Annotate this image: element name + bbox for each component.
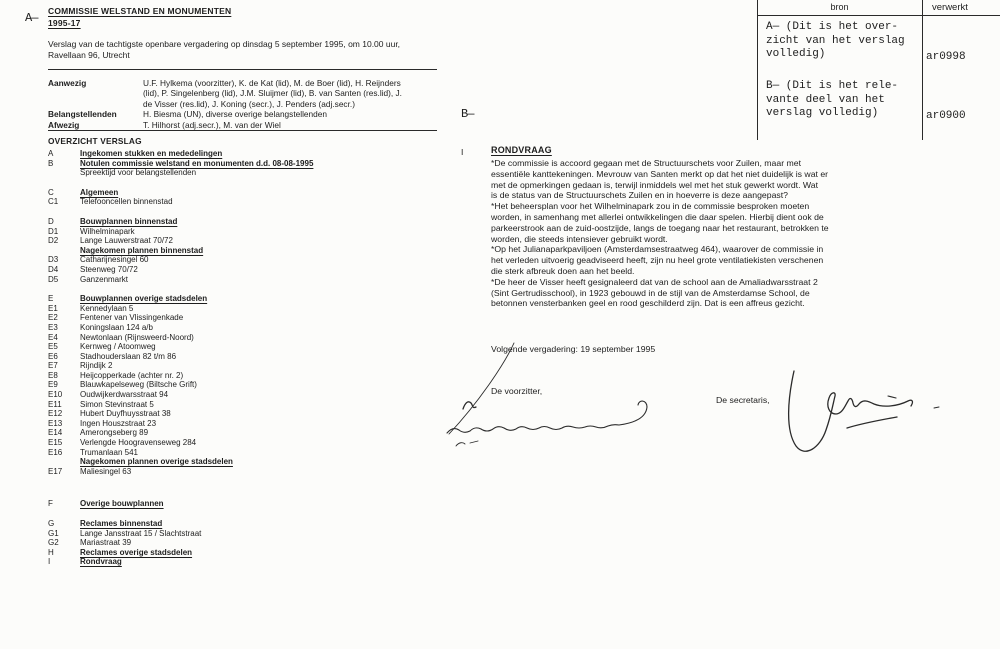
- list-spacer: [48, 207, 313, 217]
- overview-item-label: Bouwplannen overige stadsdelen: [80, 294, 208, 304]
- overview-item-label: Nagekomen plannen overige stadsdelen: [80, 457, 233, 467]
- overview-item-code: E12: [48, 409, 63, 419]
- attendance-section: [48, 78, 440, 130]
- overview-item-label: Wilhelminapark: [80, 226, 135, 236]
- overview-item-code: E6: [48, 351, 58, 361]
- document-number: 1995-17: [48, 17, 81, 28]
- overview-item: [48, 438, 313, 448]
- overview-item-label: Bouwplannen binnenstad: [80, 216, 178, 226]
- overview-item-label: Kennedylaan 5: [80, 303, 134, 313]
- overview-title: OVERZICHT VERSLAG: [48, 136, 142, 146]
- overview-item-code: I: [48, 557, 51, 567]
- overview-item: [48, 409, 313, 419]
- overview-item-code: G: [48, 519, 55, 528]
- overview-item: [48, 217, 313, 227]
- overview-item-label: Nagekomen plannen binnenstad: [80, 245, 204, 255]
- overview-item-label: Verlengde Hoogravenseweg 284: [80, 438, 197, 448]
- attendance-value-line: H. Biesma (UN), diverse overige belangstellenden: [143, 109, 328, 120]
- overview-item-label: Heijcopperkade (achter nr. 2): [80, 370, 184, 380]
- rondvraag-line: worden, die steeds intensiever gebruikt wordt.: [491, 233, 668, 244]
- overview-item: [48, 557, 313, 567]
- overview-item: [48, 304, 313, 314]
- overview-item-label: Amerongseberg 89: [80, 428, 149, 438]
- rondvraag-line: die sterk afbreuk doen aan het beeld.: [491, 265, 635, 276]
- overview-item: [48, 361, 313, 371]
- overview-item-label: Mariastraat 39: [80, 538, 132, 548]
- stamp-bron-line: vante deel van het: [766, 93, 885, 106]
- rondvraag-line: *De heer de Visser heeft gesignaleerd dat van de school aan de Amaliadwarsstraat 2: [491, 276, 818, 287]
- overview-item-label: Newtonlaan (Rijnsweerd-Noord): [80, 332, 194, 342]
- overview-item-label: Spreektijd voor belangstellenden: [80, 168, 197, 178]
- overview-item: [48, 371, 313, 381]
- intro-line-2: Ravellaan 96, Utrecht: [48, 50, 130, 60]
- attendance-value: [143, 109, 440, 119]
- rondvraag-line: essentiële kanttekeningen. Mevrouw van Santen merkt op dat het niet duidelijk is wat er: [491, 168, 829, 179]
- stamp-verwerkt-code: ar0998: [926, 51, 966, 63]
- overview-item: [48, 236, 313, 246]
- rondvraag-line: (Sint Gertrudisschool), in 1923 gebouwd in de stijl van de Amsterdamse School, de: [491, 287, 810, 298]
- attendance-value: [143, 120, 440, 130]
- overview-item: [48, 313, 313, 323]
- overview-item: [48, 227, 313, 237]
- overview-item: [48, 467, 313, 477]
- attendance-row: [48, 109, 440, 119]
- overview-item-code: E17: [48, 466, 63, 476]
- overview-item: [48, 255, 313, 265]
- overview-item-label: Maliesingel 63: [80, 466, 132, 476]
- rondvraag-line: met de opmerkingen gedaan is, terwijl inmiddels wel met het stuk gewerkt wordt. Wat: [491, 179, 819, 190]
- overview-item: [48, 323, 313, 333]
- overview-item-code: H: [48, 547, 54, 557]
- attendance-value-line: U.F. Hylkema (voorzitter), K. de Kat (lid), M. de Boer (lid), H. Reijnders: [143, 78, 401, 88]
- attendance-value-line: (lid), P. Singelenberg (lid), J.M. Sluijmer (lid), B. van Santen (res.lid), J.: [143, 88, 402, 99]
- overview-item-code: C1: [48, 197, 59, 207]
- overview-item-code: D2: [48, 236, 59, 246]
- overview-item-code: E11: [48, 399, 62, 409]
- list-spacer: [48, 509, 313, 519]
- overview-item-label: Koningslaan 124 a/b: [80, 322, 153, 332]
- overview-item-code: E14: [48, 428, 63, 438]
- overview-item: [48, 149, 313, 159]
- secretary-signature: [789, 371, 939, 451]
- overview-item: [48, 400, 313, 410]
- overview-item: [48, 390, 313, 400]
- stamp-bron-text: [766, 21, 905, 62]
- stamp-column-bron: bron: [830, 2, 849, 12]
- chairman-signature-label: De voorzitter,: [491, 386, 543, 396]
- horizontal-rule-top: [48, 69, 437, 70]
- stamp-verwerkt-code: ar0900: [926, 110, 966, 122]
- overview-item-label: Trumanlaan 541: [80, 447, 138, 457]
- overview-item-code: D4: [48, 264, 59, 274]
- overview-list: [48, 149, 313, 567]
- overview-item-label: Algemeen: [80, 187, 119, 197]
- overview-item-label: Rondvraag: [80, 557, 122, 567]
- overview-item-label: Kernweg / Atoomweg: [80, 342, 156, 352]
- attendance-label: Afwezig: [48, 119, 80, 130]
- overview-item-code: B: [48, 158, 54, 168]
- overview-item-code: E9: [48, 380, 58, 390]
- overview-item-label: Ingen Houszstraat 23: [80, 418, 157, 428]
- overview-item-code: [48, 246, 80, 256]
- overview-item-code: E10: [48, 390, 63, 400]
- stamp-column-verwerkt: verwerkt: [932, 2, 968, 13]
- overview-item-code: E8: [48, 370, 58, 380]
- rondvraag-body: [491, 158, 829, 309]
- overview-item-label: Fentener van Vlissingenkade: [80, 313, 184, 323]
- overview-item-label: Lange Lauwerstraat 70/72: [80, 236, 173, 246]
- overview-item-code: A: [48, 149, 54, 158]
- overview-item: [48, 548, 313, 558]
- overview-item-label: Oudwijkerdwarsstraat 94: [80, 390, 169, 400]
- overview-item-code: E3: [48, 322, 58, 332]
- overview-item-label: Ganzenmarkt: [80, 274, 129, 284]
- rondvraag-line: *Het beheersplan voor het Wilhelminapark zou in de commissie besproken moeten: [491, 201, 810, 212]
- overview-item-code: D1: [48, 226, 59, 236]
- agenda-item-marker-i: I: [461, 147, 464, 157]
- stamp-bron-line: verslag volledig): [766, 107, 879, 119]
- overview-item-code: D5: [48, 274, 59, 284]
- attendance-label: Aanwezig: [48, 78, 87, 88]
- stamp-table-left-border: [757, 0, 758, 140]
- rondvraag-line: worden, in samenhang met allerlei ontwikkelingen die daar spelen. Hierbij dient ook de: [491, 211, 824, 222]
- overview-item-code: C: [48, 187, 54, 197]
- overview-item-label: Rijndijk 2: [80, 361, 113, 371]
- secretary-signature-label: De secretaris,: [716, 395, 770, 405]
- overview-item-code: E2: [48, 313, 58, 323]
- overview-item-code: [48, 457, 80, 467]
- overview-item-code: E15: [48, 438, 63, 448]
- overview-item: [48, 333, 313, 343]
- overview-item-label: Ingekomen stukken en mededelingen: [80, 149, 223, 158]
- overview-item-code: [48, 168, 80, 178]
- rondvraag-line: *De commissie is accoord gegaan met de Structuurschets voor Zuilen, maar met: [491, 158, 801, 168]
- overview-item: [48, 188, 313, 198]
- overview-item-code: E4: [48, 332, 58, 342]
- rondvraag-title: RONDVRAAG: [491, 145, 552, 155]
- attendance-row: [48, 78, 440, 109]
- overview-item-label: Notulen commissie welstand en monumenten d.d. 08-08-1995: [80, 158, 314, 168]
- rondvraag-line: betonnen vensterbanken geel en rood geschilderd zijn. Dat is een affreus gezicht.: [491, 298, 805, 309]
- overview-item: [48, 519, 313, 529]
- overview-item-label: Steenweg 70/72: [80, 264, 138, 274]
- overview-item-code: D: [48, 216, 54, 226]
- next-meeting-note: Volgende vergadering: 19 september 1995: [491, 344, 656, 354]
- overview-item: [48, 275, 313, 285]
- stamp-table-divider: [922, 0, 923, 140]
- overview-item-code: D3: [48, 255, 59, 265]
- attendance-value-line: T. Hilhorst (adj.secr.), M. van der Wiel: [143, 119, 281, 130]
- overview-item: [48, 428, 313, 438]
- overview-item-code: E16: [48, 447, 63, 457]
- attendance-row: [48, 120, 440, 130]
- list-spacer: [48, 284, 313, 294]
- stamp-bron-text: [766, 80, 898, 121]
- list-spacer: [48, 178, 313, 188]
- overview-item: [48, 168, 313, 178]
- overview-item: [48, 352, 313, 362]
- overview-item-code: E13: [48, 418, 63, 428]
- overview-item-label: Blauwkapelseweg (Biltsche Grift): [80, 380, 197, 390]
- margin-marker-a: A—: [25, 11, 38, 25]
- stamp-bron-line: B— (Dit is het rele-: [766, 80, 899, 92]
- attendance-label: Belangstellenden: [48, 109, 117, 120]
- horizontal-rule-bottom: [48, 130, 437, 131]
- overview-item: [48, 159, 313, 169]
- overview-item: [48, 246, 313, 256]
- overview-item-label: Hubert Duyfhuysstraat 38: [80, 409, 171, 419]
- overview-item-code: F: [48, 499, 53, 509]
- meeting-intro: [48, 39, 400, 61]
- stamp-bron-line: zicht van het verslag: [766, 34, 905, 47]
- overview-item: [48, 499, 313, 509]
- overview-item-code: E7: [48, 361, 58, 371]
- overview-item-label: Catharijnesingel 60: [80, 255, 149, 265]
- document-title: COMMISSIE WELSTAND EN MONUMENTEN: [48, 6, 232, 16]
- overview-item-code: G1: [48, 528, 59, 538]
- rondvraag-line: *Op het Julianaparkpaviljoen (Amsterdamsestraatweg 464), waarover de commissie in: [491, 244, 824, 255]
- list-spacer: [48, 476, 313, 499]
- overview-item: [48, 529, 313, 539]
- attendance-value-line: de Visser (res.lid), J. Koning (secr.), J. Penders (adj.secr.): [143, 98, 355, 109]
- overview-item-code: E5: [48, 342, 58, 352]
- overview-item-label: Stadhouderslaan 82 t/m 86: [80, 351, 177, 361]
- stamp-bron-line: volledig): [766, 48, 826, 60]
- overview-item-code: E: [48, 294, 54, 304]
- overview-item: [48, 457, 313, 467]
- overview-item: [48, 265, 313, 275]
- rondvraag-line: is de status van de Structuurschets Zuilen en in hoeverre is deze aangepast?: [491, 190, 788, 201]
- stamp-bron-line: A— (Dit is het over-: [766, 21, 899, 33]
- overview-item: [48, 294, 313, 304]
- chairman-signature: [447, 343, 647, 446]
- overview-item: [48, 538, 313, 548]
- overview-item-code: E1: [48, 303, 58, 313]
- overview-item-code: G2: [48, 538, 59, 548]
- overview-item-label: Reclames binnenstad: [80, 519, 163, 528]
- stamp-table-header-rule: [757, 15, 1000, 16]
- overview-item: [48, 342, 313, 352]
- overview-item-label: Simon Stevinstraat 5: [80, 399, 154, 409]
- margin-marker-b: B—: [461, 107, 474, 121]
- overview-item-label: Reclames overige stadsdelen: [80, 547, 193, 557]
- overview-item-label: Lange Jansstraat 15 / Slachtstraat: [80, 528, 202, 538]
- attendance-value: [143, 78, 440, 109]
- document-header: [48, 6, 231, 29]
- intro-line-1: Verslag van de tachtigste openbare vergadering op dinsdag 5 september 1995, om 10.00 uur,: [48, 39, 401, 49]
- overview-item: [48, 419, 313, 429]
- overview-item-label: Overige bouwplannen: [80, 499, 164, 509]
- rondvraag-line: het verleden uitvoerig geadviseerd heeft, zijn nu heel grote ventilatiekisten verschenen: [491, 255, 824, 266]
- overview-item: [48, 197, 313, 207]
- overview-item: [48, 380, 313, 390]
- overview-item: [48, 448, 313, 458]
- rondvraag-line: parkeerstrook aan de zuid-oostzijde, langs de toegang naar het restaurant, betrokken te: [491, 222, 829, 233]
- overview-item-label: Telefooncellen binnenstad: [80, 197, 173, 207]
